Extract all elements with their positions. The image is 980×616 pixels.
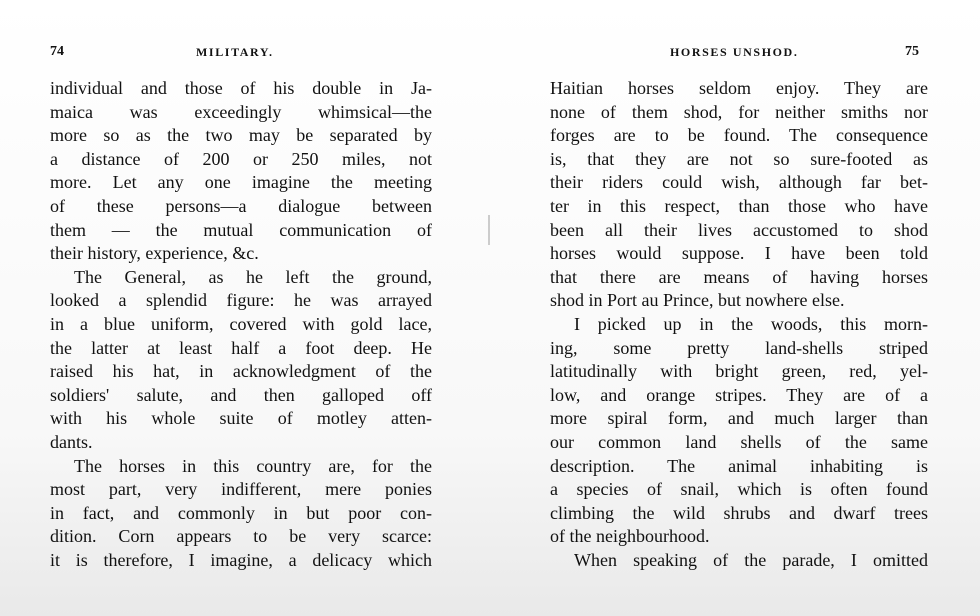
text-line: them — the mutual communication of [50,219,432,240]
text-line: is, that they are not so sure-footed as [550,148,928,169]
right-page-text [550,77,928,572]
text-line: Haitian horses seldom enjoy. They are [550,78,928,98]
text-line: more so as the two may be separated by [50,125,432,146]
text-line: a species of snail, which is often found [550,479,928,500]
left-page-number: 74 [50,44,64,59]
left-page-text [50,77,432,572]
text-line: the latter at least half a foot deep. He [50,337,432,358]
text-line: horses would suppose. I have been told [550,243,928,264]
text-line: The General, as he left the ground, [74,266,432,287]
text-line: individual and those of his double in Ja- [50,78,432,98]
right-running-head: HORSES UNSHOD. [670,45,799,59]
text-line: of these persons—a dialogue between [50,195,432,216]
text-line: raised his hat, in acknowledgment of the [50,361,432,382]
text-line: climbing the wild shrubs and dwarf trees [550,502,928,523]
text-line: forges are to be found. The consequence [550,125,928,146]
text-line: most part, very indifferent, mere ponies [50,479,432,500]
text-line: ing, some pretty land-shells striped [550,337,928,358]
text-line: soldiers' salute, and then galloped off [50,384,432,405]
text-line: looked a splendid figure: he was arrayed [50,290,432,311]
right-page [490,0,980,616]
text-line: dants. [50,431,93,452]
text-line: none of them shod, for neither smiths nor [550,101,928,122]
text-line: their history, experience, &c. [50,243,259,264]
text-line: in fact, and commonly in but poor con- [50,502,432,523]
right-page-number: 75 [905,44,919,59]
text-line: of the neighbourhood. [550,526,710,547]
text-line: dition. Corn appears to be very scarce: [50,526,432,547]
text-line: with his whole suite of motley atten- [50,408,432,429]
text-line: it is therefore, I imagine, a delicacy which [50,549,432,570]
text-line: shod in Port au Prince, but nowhere else. [550,290,845,311]
text-line: more spiral form, and much larger than [550,408,928,429]
text-line: ter in this respect, than those who have [550,195,928,216]
text-line: I picked up in the woods, this morn- [574,313,928,334]
text-line: that there are means of having horses [550,266,928,287]
text-line: When speaking of the parade, I omitted [574,549,928,570]
text-line: their riders could wish, although far bet- [550,172,928,193]
text-line: been all their lives accustomed to shod [550,219,928,240]
text-line: latitudinally with bright green, red, yel- [550,361,928,382]
text-line: more. Let any one imagine the meeting [50,172,432,193]
left-running-head: MILITARY. [196,45,274,59]
text-line: description. The animal inhabiting is [550,455,928,476]
text-line: maica was exceedingly whimsical—the [50,101,432,122]
text-line: in a blue uniform, covered with gold lace, [50,313,432,334]
text-line: The horses in this country are, for the [74,455,432,476]
text-line: our common land shells of the same [550,431,928,452]
text-line: low, and orange stripes. They are of a [550,384,928,405]
text-line: a distance of 200 or 250 miles, not [50,148,432,169]
